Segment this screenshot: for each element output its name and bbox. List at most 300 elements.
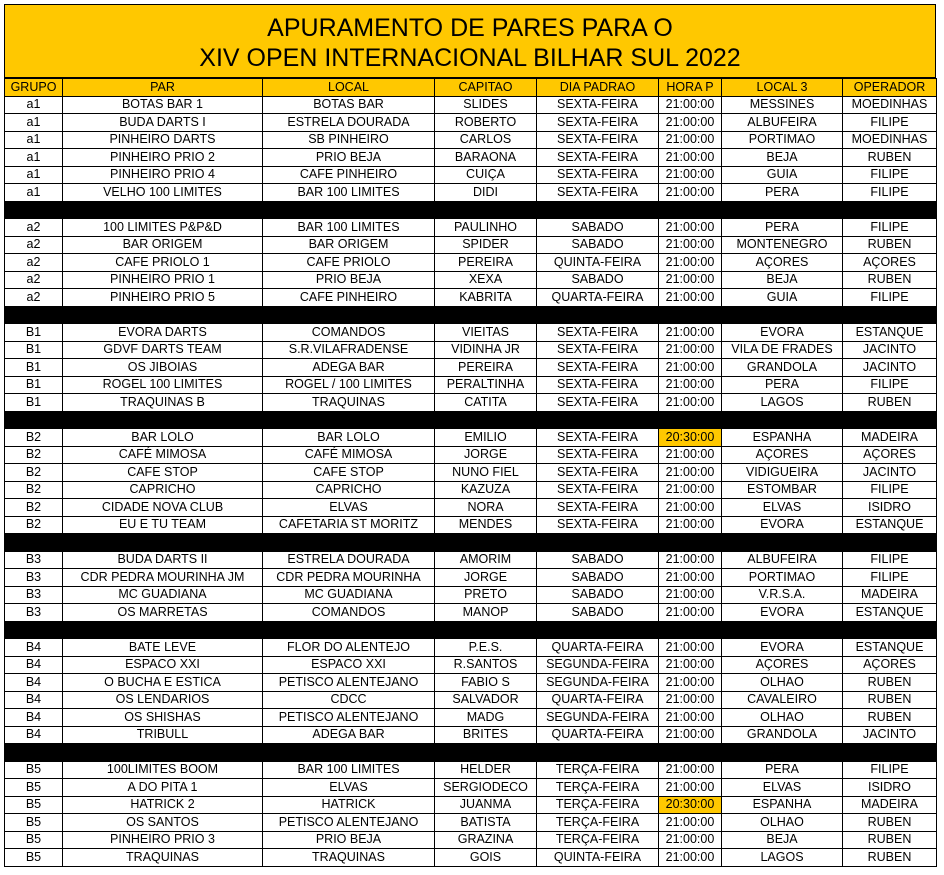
cell-hora: 20:30:00	[659, 796, 722, 814]
cell-grupo: B3	[5, 604, 63, 622]
separator-cell	[5, 411, 937, 429]
separator-cell	[5, 201, 937, 219]
cell-local: ELVAS	[263, 499, 435, 517]
cell-dia: SEXTA-FEIRA	[537, 481, 659, 499]
table-row	[5, 254, 937, 272]
cell-operador: FILIPE	[843, 219, 937, 237]
cell-operador: JACINTO	[843, 464, 937, 482]
cell-local3: ALBUFEIRA	[722, 551, 843, 569]
cell-local3: EVORA	[722, 324, 843, 342]
cell-dia: SEXTA-FEIRA	[537, 114, 659, 132]
cell-local3: MESSINES	[722, 96, 843, 114]
cell-par: BAR LOLO	[63, 429, 263, 447]
cell-local3: VIDIGUEIRA	[722, 464, 843, 482]
cell-local: COMANDOS	[263, 604, 435, 622]
cell-operador: AÇORES	[843, 446, 937, 464]
cell-capitao: SPIDER	[435, 236, 537, 254]
cell-hora: 21:00:00	[659, 184, 722, 202]
title-line-2: XIV OPEN INTERNACIONAL BILHAR SUL 2022	[199, 44, 741, 72]
table-row	[5, 674, 937, 692]
cell-local: CAPRICHO	[263, 481, 435, 499]
cell-capitao: MENDES	[435, 516, 537, 534]
col-header-operador: OPERADOR	[843, 79, 937, 97]
cell-capitao: MADG	[435, 709, 537, 727]
cell-par: PINHEIRO PRIO 3	[63, 831, 263, 849]
cell-hora: 21:00:00	[659, 96, 722, 114]
table-row	[5, 481, 937, 499]
cell-par: CAFE PRIOLO 1	[63, 254, 263, 272]
cell-operador: FILIPE	[843, 184, 937, 202]
cell-grupo: B5	[5, 849, 63, 867]
cell-dia: QUARTA-FEIRA	[537, 289, 659, 307]
cell-dia: SEXTA-FEIRA	[537, 324, 659, 342]
table-row	[5, 394, 937, 412]
cell-hora: 21:00:00	[659, 376, 722, 394]
cell-dia: SEXTA-FEIRA	[537, 341, 659, 359]
cell-capitao: GRAZINA	[435, 831, 537, 849]
cell-hora: 21:00:00	[659, 114, 722, 132]
cell-capitao: PEREIRA	[435, 254, 537, 272]
cell-local: ESTRELA DOURADA	[263, 551, 435, 569]
cell-local: CAFÉ MIMOSA	[263, 446, 435, 464]
cell-hora: 21:00:00	[659, 219, 722, 237]
cell-capitao: SERGIODECO	[435, 779, 537, 797]
cell-grupo: B1	[5, 376, 63, 394]
cell-local3: EVORA	[722, 604, 843, 622]
cell-hora: 21:00:00	[659, 149, 722, 167]
cell-grupo: a1	[5, 149, 63, 167]
cell-operador: MOEDINHAS	[843, 96, 937, 114]
table-row	[5, 324, 937, 342]
cell-par: VELHO 100 LIMITES	[63, 184, 263, 202]
cell-local3: PERA	[722, 184, 843, 202]
cell-capitao: PAULINHO	[435, 219, 537, 237]
cell-operador: FILIPE	[843, 551, 937, 569]
cell-dia: TERÇA-FEIRA	[537, 814, 659, 832]
cell-dia: SABADO	[537, 604, 659, 622]
cell-grupo: B3	[5, 569, 63, 587]
cell-local: ELVAS	[263, 779, 435, 797]
cell-hora: 21:00:00	[659, 551, 722, 569]
cell-local: PRIO BEJA	[263, 149, 435, 167]
cell-par: TRAQUINAS	[63, 849, 263, 867]
cell-hora: 21:00:00	[659, 254, 722, 272]
cell-capitao: VIEITAS	[435, 324, 537, 342]
cell-hora: 21:00:00	[659, 569, 722, 587]
cell-dia: QUINTA-FEIRA	[537, 849, 659, 867]
cell-dia: SEXTA-FEIRA	[537, 394, 659, 412]
cell-operador: JACINTO	[843, 341, 937, 359]
cell-hora: 20:30:00	[659, 429, 722, 447]
cell-par: BOTAS BAR 1	[63, 96, 263, 114]
cell-hora: 21:00:00	[659, 446, 722, 464]
table-row	[5, 656, 937, 674]
cell-grupo: B4	[5, 726, 63, 744]
header-row	[5, 79, 937, 97]
cell-hora: 21:00:00	[659, 516, 722, 534]
cell-capitao: PRETO	[435, 586, 537, 604]
cell-hora: 21:00:00	[659, 639, 722, 657]
cell-grupo: B4	[5, 709, 63, 727]
cell-local3: CAVALEIRO	[722, 691, 843, 709]
table-row	[5, 446, 937, 464]
cell-local3: ESPANHA	[722, 429, 843, 447]
spreadsheet	[4, 4, 936, 867]
cell-local: SB PINHEIRO	[263, 131, 435, 149]
cell-grupo: a2	[5, 271, 63, 289]
cell-operador: RUBEN	[843, 849, 937, 867]
table-row	[5, 516, 937, 534]
table-row	[5, 551, 937, 569]
cell-grupo: a2	[5, 289, 63, 307]
cell-operador: ESTANQUE	[843, 516, 937, 534]
cell-grupo: B2	[5, 464, 63, 482]
cell-par: TRAQUINAS B	[63, 394, 263, 412]
cell-capitao: MANOP	[435, 604, 537, 622]
cell-operador: MADEIRA	[843, 429, 937, 447]
table-row	[5, 114, 937, 132]
cell-dia: SEXTA-FEIRA	[537, 499, 659, 517]
cell-dia: TERÇA-FEIRA	[537, 831, 659, 849]
cell-operador: FILIPE	[843, 166, 937, 184]
cell-local3: PERA	[722, 376, 843, 394]
col-header-local3: LOCAL 3	[722, 79, 843, 97]
separator-cell	[5, 621, 937, 639]
cell-capitao: EMILIO	[435, 429, 537, 447]
cell-local3: GUIA	[722, 166, 843, 184]
cell-hora: 21:00:00	[659, 831, 722, 849]
cell-local: TRAQUINAS	[263, 849, 435, 867]
table-row	[5, 184, 937, 202]
cell-local3: EVORA	[722, 639, 843, 657]
cell-local3: LAGOS	[722, 394, 843, 412]
cell-par: 100 LIMITES P&P&D	[63, 219, 263, 237]
col-header-local: LOCAL	[263, 79, 435, 97]
group-separator	[5, 744, 937, 762]
table-row	[5, 849, 937, 867]
cell-operador: ISIDRO	[843, 499, 937, 517]
cell-local3: V.R.S.A.	[722, 586, 843, 604]
cell-local3: OLHAO	[722, 709, 843, 727]
pairs-table	[4, 78, 937, 867]
cell-par: BAR ORIGEM	[63, 236, 263, 254]
cell-par: BUDA DARTS II	[63, 551, 263, 569]
cell-capitao: XEXA	[435, 271, 537, 289]
cell-par: PINHEIRO PRIO 4	[63, 166, 263, 184]
cell-operador: ESTANQUE	[843, 639, 937, 657]
cell-local3: ELVAS	[722, 779, 843, 797]
cell-local: BAR 100 LIMITES	[263, 219, 435, 237]
cell-grupo: B5	[5, 779, 63, 797]
cell-hora: 21:00:00	[659, 236, 722, 254]
cell-capitao: VIDINHA JR	[435, 341, 537, 359]
cell-local3: MONTENEGRO	[722, 236, 843, 254]
cell-grupo: a2	[5, 254, 63, 272]
cell-grupo: B5	[5, 761, 63, 779]
cell-capitao: CUIÇA	[435, 166, 537, 184]
cell-capitao: P.E.S.	[435, 639, 537, 657]
cell-operador: RUBEN	[843, 394, 937, 412]
cell-capitao: HELDER	[435, 761, 537, 779]
cell-local: CDR PEDRA MOURINHA	[263, 569, 435, 587]
separator-cell	[5, 534, 937, 552]
table-row	[5, 464, 937, 482]
cell-local: CAFE PINHEIRO	[263, 289, 435, 307]
cell-local: TRAQUINAS	[263, 394, 435, 412]
cell-operador: AÇORES	[843, 254, 937, 272]
cell-local3: VILA DE FRADES	[722, 341, 843, 359]
cell-local3: PERA	[722, 219, 843, 237]
cell-hora: 21:00:00	[659, 499, 722, 517]
cell-hora: 21:00:00	[659, 586, 722, 604]
cell-local3: PORTIMAO	[722, 131, 843, 149]
cell-local: PETISCO ALENTEJANO	[263, 674, 435, 692]
cell-operador: AÇORES	[843, 656, 937, 674]
cell-capitao: SALVADOR	[435, 691, 537, 709]
cell-par: GDVF DARTS TEAM	[63, 341, 263, 359]
table-row	[5, 341, 937, 359]
cell-grupo: a1	[5, 114, 63, 132]
cell-grupo: B1	[5, 341, 63, 359]
cell-dia: SEXTA-FEIRA	[537, 96, 659, 114]
cell-local3: GRANDOLA	[722, 726, 843, 744]
table-row	[5, 569, 937, 587]
cell-par: CDR PEDRA MOURINHA JM	[63, 569, 263, 587]
cell-capitao: KABRITA	[435, 289, 537, 307]
cell-capitao: JORGE	[435, 446, 537, 464]
cell-local: ADEGA BAR	[263, 359, 435, 377]
cell-operador: ESTANQUE	[843, 324, 937, 342]
cell-operador: RUBEN	[843, 674, 937, 692]
cell-dia: QUARTA-FEIRA	[537, 639, 659, 657]
col-header-grupo: GRUPO	[5, 79, 63, 97]
cell-capitao: CARLOS	[435, 131, 537, 149]
cell-capitao: NORA	[435, 499, 537, 517]
cell-local: PRIO BEJA	[263, 831, 435, 849]
table-row	[5, 289, 937, 307]
cell-operador: RUBEN	[843, 691, 937, 709]
cell-dia: TERÇA-FEIRA	[537, 761, 659, 779]
cell-hora: 21:00:00	[659, 131, 722, 149]
cell-hora: 21:00:00	[659, 604, 722, 622]
cell-par: ROGEL 100 LIMITES	[63, 376, 263, 394]
cell-operador: MADEIRA	[843, 586, 937, 604]
cell-local: CAFE PRIOLO	[263, 254, 435, 272]
table-row	[5, 429, 937, 447]
cell-grupo: B1	[5, 324, 63, 342]
cell-dia: SABADO	[537, 236, 659, 254]
cell-operador: FILIPE	[843, 761, 937, 779]
cell-hora: 21:00:00	[659, 289, 722, 307]
col-header-hora: HORA P	[659, 79, 722, 97]
cell-hora: 21:00:00	[659, 779, 722, 797]
cell-hora: 21:00:00	[659, 341, 722, 359]
table-row	[5, 499, 937, 517]
table-row	[5, 761, 937, 779]
cell-local3: ELVAS	[722, 499, 843, 517]
cell-grupo: B2	[5, 499, 63, 517]
cell-grupo: a2	[5, 219, 63, 237]
cell-par: OS JIBOIAS	[63, 359, 263, 377]
cell-grupo: a1	[5, 184, 63, 202]
cell-hora: 21:00:00	[659, 481, 722, 499]
cell-operador: ESTANQUE	[843, 604, 937, 622]
cell-hora: 21:00:00	[659, 709, 722, 727]
table-row	[5, 376, 937, 394]
table-row	[5, 149, 937, 167]
cell-grupo: B4	[5, 656, 63, 674]
cell-local: COMANDOS	[263, 324, 435, 342]
cell-local3: LAGOS	[722, 849, 843, 867]
group-separator	[5, 411, 937, 429]
table-row	[5, 96, 937, 114]
table-row	[5, 604, 937, 622]
cell-dia: SEGUNDA-FEIRA	[537, 656, 659, 674]
cell-grupo: B4	[5, 639, 63, 657]
cell-hora: 21:00:00	[659, 691, 722, 709]
cell-hora: 21:00:00	[659, 271, 722, 289]
cell-grupo: a1	[5, 131, 63, 149]
group-separator	[5, 306, 937, 324]
cell-hora: 21:00:00	[659, 394, 722, 412]
cell-capitao: GOIS	[435, 849, 537, 867]
cell-par: 100LIMITES BOOM	[63, 761, 263, 779]
cell-local3: OLHAO	[722, 814, 843, 832]
cell-local: ESPACO XXI	[263, 656, 435, 674]
cell-grupo: B5	[5, 831, 63, 849]
cell-operador: RUBEN	[843, 271, 937, 289]
group-separator	[5, 201, 937, 219]
table-row	[5, 639, 937, 657]
cell-par: OS SHISHAS	[63, 709, 263, 727]
cell-grupo: B2	[5, 481, 63, 499]
cell-capitao: FABIO S	[435, 674, 537, 692]
cell-grupo: B3	[5, 551, 63, 569]
cell-capitao: PERALTINHA	[435, 376, 537, 394]
cell-capitao: SLIDES	[435, 96, 537, 114]
cell-dia: SABADO	[537, 271, 659, 289]
cell-hora: 21:00:00	[659, 656, 722, 674]
cell-hora: 21:00:00	[659, 166, 722, 184]
cell-dia: SEXTA-FEIRA	[537, 446, 659, 464]
group-separator	[5, 534, 937, 552]
col-header-dia-padrao: DIA PADRAO	[537, 79, 659, 97]
title-line-1: APURAMENTO DE PARES PARA O	[267, 14, 673, 42]
cell-operador: FILIPE	[843, 569, 937, 587]
cell-hora: 21:00:00	[659, 814, 722, 832]
cell-dia: QUINTA-FEIRA	[537, 254, 659, 272]
cell-operador: FILIPE	[843, 376, 937, 394]
cell-local: BOTAS BAR	[263, 96, 435, 114]
cell-par: BATE LEVE	[63, 639, 263, 657]
cell-local: CAFE PINHEIRO	[263, 166, 435, 184]
cell-local3: OLHAO	[722, 674, 843, 692]
table-body	[5, 96, 937, 866]
cell-dia: SEXTA-FEIRA	[537, 359, 659, 377]
cell-par: PINHEIRO PRIO 2	[63, 149, 263, 167]
cell-local: ROGEL / 100 LIMITES	[263, 376, 435, 394]
cell-local: CAFETARIA ST MORITZ	[263, 516, 435, 534]
cell-local: S.R.VILAFRADENSE	[263, 341, 435, 359]
cell-grupo: B1	[5, 359, 63, 377]
cell-dia: TERÇA-FEIRA	[537, 779, 659, 797]
table-row	[5, 131, 937, 149]
cell-operador: ISIDRO	[843, 779, 937, 797]
table-row	[5, 586, 937, 604]
col-header-capitao: CAPITAO	[435, 79, 537, 97]
cell-grupo: a1	[5, 166, 63, 184]
cell-dia: SEXTA-FEIRA	[537, 166, 659, 184]
cell-operador: RUBEN	[843, 709, 937, 727]
cell-operador: RUBEN	[843, 831, 937, 849]
table-row	[5, 796, 937, 814]
cell-hora: 21:00:00	[659, 359, 722, 377]
separator-cell	[5, 306, 937, 324]
cell-par: ESPACO XXI	[63, 656, 263, 674]
cell-local: PETISCO ALENTEJANO	[263, 709, 435, 727]
cell-local: HATRICK	[263, 796, 435, 814]
cell-operador: RUBEN	[843, 149, 937, 167]
table-row	[5, 709, 937, 727]
cell-dia: SEGUNDA-FEIRA	[537, 709, 659, 727]
cell-dia: QUARTA-FEIRA	[537, 691, 659, 709]
cell-grupo: B3	[5, 586, 63, 604]
cell-hora: 21:00:00	[659, 324, 722, 342]
cell-dia: SABADO	[537, 551, 659, 569]
cell-hora: 21:00:00	[659, 464, 722, 482]
cell-par: CIDADE NOVA CLUB	[63, 499, 263, 517]
cell-par: OS SANTOS	[63, 814, 263, 832]
sheet-title	[4, 4, 936, 78]
cell-par: OS LENDARIOS	[63, 691, 263, 709]
cell-local: BAR 100 LIMITES	[263, 184, 435, 202]
cell-par: BUDA DARTS I	[63, 114, 263, 132]
cell-dia: SEXTA-FEIRA	[537, 376, 659, 394]
cell-operador: MOEDINHAS	[843, 131, 937, 149]
cell-par: CAPRICHO	[63, 481, 263, 499]
cell-local3: AÇORES	[722, 254, 843, 272]
table-row	[5, 831, 937, 849]
cell-par: PINHEIRO PRIO 1	[63, 271, 263, 289]
cell-par: EU E TU TEAM	[63, 516, 263, 534]
table-row	[5, 219, 937, 237]
cell-dia: SEGUNDA-FEIRA	[537, 674, 659, 692]
cell-local3: GRANDOLA	[722, 359, 843, 377]
cell-grupo: B4	[5, 674, 63, 692]
cell-dia: SABADO	[537, 569, 659, 587]
cell-hora: 21:00:00	[659, 761, 722, 779]
cell-dia: SEXTA-FEIRA	[537, 516, 659, 534]
cell-grupo: a1	[5, 96, 63, 114]
cell-local: ESTRELA DOURADA	[263, 114, 435, 132]
cell-par: HATRICK 2	[63, 796, 263, 814]
cell-par: MC GUADIANA	[63, 586, 263, 604]
cell-local3: BEJA	[722, 831, 843, 849]
cell-dia: SEXTA-FEIRA	[537, 464, 659, 482]
cell-dia: SEXTA-FEIRA	[537, 149, 659, 167]
cell-dia: QUARTA-FEIRA	[537, 726, 659, 744]
cell-grupo: B2	[5, 446, 63, 464]
table-row	[5, 359, 937, 377]
cell-operador: FILIPE	[843, 289, 937, 307]
group-separator	[5, 621, 937, 639]
cell-grupo: B2	[5, 516, 63, 534]
cell-hora: 21:00:00	[659, 674, 722, 692]
cell-local: CDCC	[263, 691, 435, 709]
cell-hora: 21:00:00	[659, 849, 722, 867]
cell-par: PINHEIRO DARTS	[63, 131, 263, 149]
cell-local3: PORTIMAO	[722, 569, 843, 587]
